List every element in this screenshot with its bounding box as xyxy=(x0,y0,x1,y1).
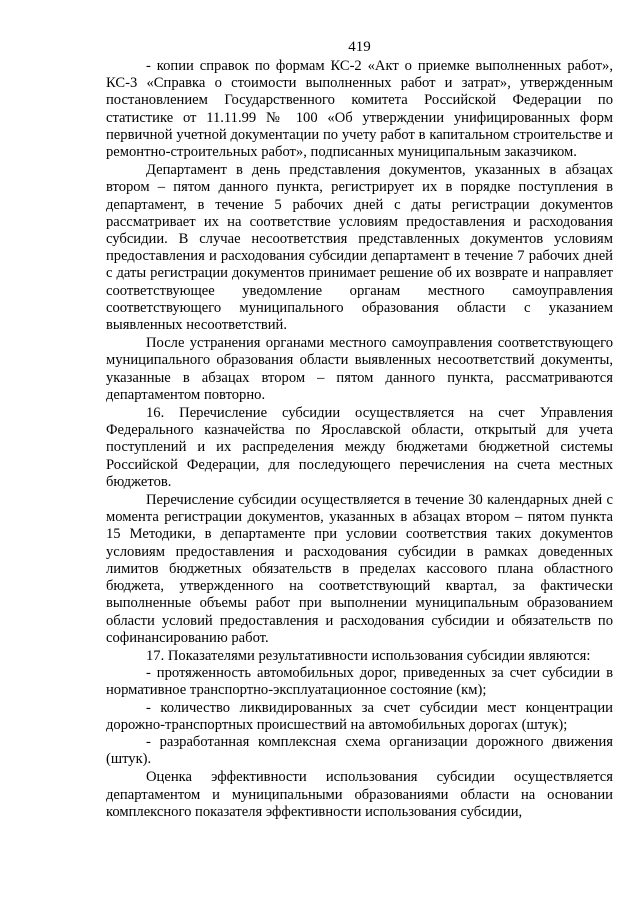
list-item-accident-spots: - количество ликвидированных за счет субсидии мест концентрации дорожно-транспортных происшествий на автомобильных дорогах (штук); xyxy=(106,699,613,733)
paragraph-efficiency-assessment: Оценка эффективности использования субсидии осуществляется департаментом и муниципальными образованиями области на основании комплексного показателя эффективности использования субсидии, xyxy=(106,769,613,820)
list-item-traffic-scheme: - разработанная комплексная схема организации дорожного движения (штук). xyxy=(106,733,613,768)
paragraph-document-registration: Департамент в день представления документов, указанных в абзацах втором – пятом данного пункта, регистрирует их в порядке поступления в департамент, в течение 5 рабочих дней с даты регистрации документов рассматривает их на соответствие условиям предоставления и расходования субсидии. В случае несоответствия представленных документов условиям предоставления и расходования субсидии департамент в течение 7 рабочих дней с даты регистрации документов принимает решение об их возврате и направляет соответствующее уведомление органам местного самоуправления соответствующего муниципального образования области с указанием выявленных несоответствий. xyxy=(106,162,613,334)
paragraph-resubmission: После устранения органами местного самоуправления соответствующего муниципального образования области выявленных несоответствий документы, указанные в абзацах втором – пятом данного пункта, рассматриваются департаментом повторно. xyxy=(106,335,613,403)
paragraph-item-16: 16. Перечисление субсидии осуществляется на счет Управления Федерального казначейства по Ярославской области, открытый для учета поступлений и их распределения между бюджетами бюджетной системы Российской Федерации, для последующего перечисления на счета местных бюджетов. xyxy=(106,405,613,490)
document-page xyxy=(106,38,613,821)
page-number: 419 xyxy=(348,39,371,55)
paragraph-transfer-terms: Перечисление субсидии осуществляется в течение 30 календарных дней с момента регистрации документов, указанных в абзацах втором – пятом пункта 15 Методики, в департаменте при условии соответствия таких документов условиям предоставления и расходования субсидии в рамках доведенных лимитов бюджетных обязательств в пределах кассового плана областного бюджета, утвержденного на соответствующий квартал, за фактически выполненные объемы работ при выполнении муниципальным образованием области условий предоставления и расходования субсидии и обязательств по софинансированию работ. xyxy=(106,492,613,646)
paragraph-item-17: 17. Показателями результативности использования субсидии являются: xyxy=(146,647,591,664)
list-item-road-length: - протяженность автомобильных дорог, приведенных за счет субсидии в нормативное транспортно-эксплуатационное состояние (км); xyxy=(106,665,613,699)
paragraph-ks-forms: - копии справок по формам КС-2 «Акт о приемке выполненных работ», КС-3 «Справка о стоимости выполненных работ и затрат», утвержденным постановлением Государственного комитета Российской Федерации по статистике от 11.11.99 № 100 «Об утверждении унифицированных форм первичной учетной документации по учету работ в капитальном строительстве и ремонтно-строительных работ», подписанных муниципальным заказчиком. xyxy=(106,58,613,161)
